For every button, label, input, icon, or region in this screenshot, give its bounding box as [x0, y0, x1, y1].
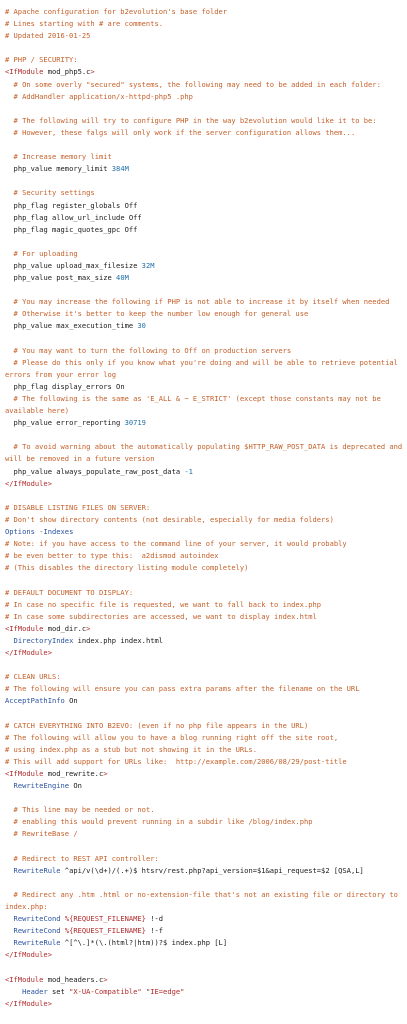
- code-line: [5, 853, 405, 865]
- code-line: [5, 840, 405, 852]
- code-line: [5, 333, 405, 345]
- code-tag: </IfModule>: [5, 647, 52, 657]
- code-line: [5, 877, 405, 889]
- code-indent: [5, 346, 14, 355]
- code-line: [5, 308, 405, 320]
- code-line: [5, 417, 405, 429]
- code-line: [5, 490, 405, 502]
- code-line: [5, 768, 405, 780]
- code-comment: # Increase memory limit: [13, 152, 112, 162]
- code-text: php_value upload_max_filesize: [13, 260, 142, 270]
- code-comment: # The following is the same as 'E_ALL & ~ E_STRICT' (except those constants may not be available here): [5, 394, 386, 416]
- code-comment: # However, these falgs will only work if the server configuration allows them...: [13, 127, 356, 137]
- code-line: [5, 611, 405, 623]
- code-indent: [5, 321, 14, 330]
- code-comment: # (This disables the directory listing module completely): [5, 563, 249, 573]
- code-indent: [5, 938, 14, 947]
- code-tag: </IfModule>: [5, 478, 52, 488]
- code-line: [5, 66, 405, 78]
- code-text: mod_php5.c: [43, 67, 91, 77]
- code-indent: [5, 261, 14, 270]
- code-comment: # Don't show directory contents (not desirable, especially for media folders): [5, 514, 334, 524]
- code-line: [5, 792, 405, 804]
- code-line: [5, 236, 405, 248]
- code-line: [5, 974, 405, 986]
- code-text: php_flag allow_url_include Off: [13, 212, 142, 222]
- code-line: [5, 756, 405, 768]
- code-line: [5, 695, 405, 707]
- code-indent: [5, 829, 14, 838]
- code-indent: [5, 128, 14, 137]
- code-line: [5, 381, 405, 393]
- code-line: [5, 357, 405, 381]
- code-text: ^[^\.]*(\.(html?|htm))?$ index.php [L]: [60, 938, 228, 948]
- code-indent: [5, 636, 14, 645]
- code-line: [5, 949, 405, 961]
- code-comment: # Please do this only if you know what you're doing and will be able to retrieve potential errors from your error log: [5, 357, 403, 379]
- code-comment: # Note: if you have access to the command line of your server, it would probably: [5, 539, 347, 549]
- code-indent: [5, 92, 14, 101]
- code-line: [5, 599, 405, 611]
- code-indent: [5, 866, 14, 875]
- code-comment: # DISABLE LISTING FILES ON SERVER:: [5, 502, 151, 512]
- code-line: [5, 925, 405, 937]
- code-directive: AcceptPathInfo: [5, 696, 65, 706]
- code-line: [5, 707, 405, 719]
- code-line: [5, 828, 405, 840]
- code-indent: [5, 805, 14, 814]
- code-directive: RewriteEngine: [13, 781, 70, 790]
- code-directive: RewriteCond: [13, 914, 61, 924]
- code-line: [5, 538, 405, 550]
- code-line: [5, 296, 405, 308]
- code-line: [5, 54, 405, 66]
- code-line: [5, 889, 405, 913]
- code-comment: # This line may be needed or not.: [13, 805, 155, 815]
- code-line: [5, 441, 405, 465]
- code-line: [5, 393, 405, 417]
- code-value: "X-UA-Compatible": [69, 986, 142, 996]
- code-line: [5, 720, 405, 732]
- code-line: [5, 587, 405, 599]
- code-text: mod_rewrite.c: [43, 768, 104, 778]
- code-tag: >: [86, 623, 91, 633]
- code-line: [5, 744, 405, 756]
- code-comment: # AddHandler application/x-httpd-php5 .php: [13, 91, 193, 101]
- code-text: index.php index.html: [73, 635, 164, 645]
- code-tag: >: [103, 768, 108, 778]
- code-line: [5, 6, 405, 18]
- code-directive: RewriteRule: [13, 865, 61, 875]
- code-line: [5, 18, 405, 30]
- code-line: [5, 429, 405, 441]
- code-indent: [5, 225, 14, 234]
- code-comment: # In case no specific file is requested, we want to fall back to index.php: [5, 599, 322, 609]
- code-indent: [5, 467, 14, 476]
- code-comment: # be even better to type this: a2dismod autoindex: [5, 551, 219, 561]
- code-tag: </IfModule>: [5, 950, 52, 960]
- code-indent: [5, 854, 14, 863]
- code-directive: RewriteCond: [13, 926, 61, 936]
- code-line: [5, 79, 405, 91]
- code-comment: # You may want to turn the following to Off on production servers: [13, 345, 292, 355]
- code-line: [5, 91, 405, 103]
- code-indent: [5, 188, 14, 197]
- code-number: 30: [137, 321, 146, 331]
- code-comment: # Redirect to REST API controller:: [13, 853, 159, 863]
- code-indent: [5, 987, 22, 996]
- code-tag: >: [90, 67, 95, 77]
- code-indent: [5, 201, 14, 210]
- code-directive: Header: [22, 986, 48, 996]
- code-comment: # Security settings: [13, 188, 95, 198]
- code-line: [5, 272, 405, 284]
- code-text: php_value memory_limit: [13, 164, 112, 174]
- code-directive: RewriteRule: [13, 938, 61, 948]
- code-comment: # Redirect any .htm .html or no-extension-file that's not an existing file or directory to index.php:: [5, 889, 403, 911]
- code-comment: # You may increase the following if PHP is not able to increase it by itself when needed: [13, 297, 390, 307]
- code-text: php_value always_populate_raw_post_data: [13, 466, 185, 476]
- code-text: php_flag register_globals Off: [13, 200, 138, 210]
- code-directive: DirectoryIndex: [13, 635, 74, 645]
- code-line: [5, 466, 405, 478]
- code-comment: # Apache configuration for b2evolution's base folder: [5, 7, 228, 16]
- code-tag: <IfModule: [5, 974, 44, 984]
- code-comment: # using index.php as a stub but not showing it in the URLs.: [5, 744, 257, 754]
- code-line: [5, 30, 405, 42]
- code-comment: # This will add support for URLs like: http://example.com/2006/08/29/post-title: [5, 756, 347, 766]
- code-comment: # PHP / SECURITY:: [5, 55, 78, 65]
- code-text: !-f: [145, 926, 164, 936]
- code-indent: [5, 249, 14, 258]
- code-directive: Options: [5, 527, 35, 537]
- code-text: On: [64, 696, 78, 706]
- code-line: [5, 623, 405, 635]
- code-line: [5, 998, 405, 1010]
- code-comment: # On some overly "secured" systems, the following may need to be added in each folder:: [13, 79, 381, 89]
- code-value: %{REQUEST_FILENAME}: [64, 926, 146, 936]
- code-tag: <IfModule: [5, 768, 44, 778]
- code-line: [5, 635, 405, 647]
- code-indent: [5, 358, 14, 367]
- code-text: ^api/v(\d+)/(.+)$ htsrv/rest.php?api_version=$1&api_request=$2 [QSA,L]: [60, 865, 364, 875]
- code-line: [5, 42, 405, 54]
- code-indent: [5, 297, 14, 306]
- code-line: [5, 514, 405, 526]
- code-text: php_value post_max_size: [13, 273, 117, 283]
- code-line: [5, 212, 405, 224]
- code-number: 30719: [124, 418, 146, 428]
- code-line: [5, 115, 405, 127]
- code-line: [5, 502, 405, 514]
- code-line: [5, 574, 405, 586]
- code-line: [5, 804, 405, 816]
- code-line: [5, 224, 405, 236]
- code-line: [5, 139, 405, 151]
- code-comment: # RewriteBase /: [13, 829, 78, 839]
- code-comment: # enabling this would prevent running in a subdir like /blog/index.php: [13, 817, 313, 827]
- code-tag: >: [103, 974, 108, 984]
- code-line: [5, 248, 405, 260]
- code-text: php_value max_execution_time: [13, 321, 138, 331]
- code-text: !-d: [145, 914, 164, 924]
- code-comment: # The following will try to configure PHP in the way b2evolution would like it to be:: [13, 115, 377, 125]
- code-text: set: [47, 986, 70, 996]
- code-comment: # In case some subdirectories are accessed, we want to display index.html: [5, 611, 317, 621]
- code-comment: # For uploading: [13, 248, 78, 258]
- code-number: 32M: [141, 260, 155, 270]
- code-indent: [5, 914, 14, 923]
- code-line: [5, 816, 405, 828]
- code-line: [5, 526, 405, 538]
- code-number: 384M: [111, 164, 129, 174]
- code-line: [5, 780, 405, 792]
- code-line: [5, 260, 405, 272]
- code-comment: # The following will ensure you can pass extra params after the filename on the URL: [5, 684, 360, 694]
- code-indent: [5, 817, 14, 826]
- code-indent: [5, 273, 14, 282]
- code-indent: [5, 164, 14, 173]
- code-line: [5, 320, 405, 332]
- code-comment: # The following will allow you to have a blog running right off the site root,: [5, 732, 339, 742]
- code-tag: </IfModule>: [5, 998, 52, 1008]
- code-indent: [5, 213, 14, 222]
- code-directive: -Indexes: [39, 527, 74, 537]
- code-line: [5, 683, 405, 695]
- code-comment: # To avoid warning about the automatically populating $HTTP_RAW_POST_DATA is deprecated and will be removed in a future version: [5, 442, 407, 464]
- code-comment: # CATCH EVERYTHING INTO B2EVO: (even if no php file appears in the URL): [5, 720, 309, 730]
- code-line: [5, 200, 405, 212]
- code-indent: [5, 152, 14, 161]
- code-line: [5, 478, 405, 490]
- code-indent: [5, 394, 14, 403]
- code-text: mod_dir.c: [43, 623, 87, 633]
- code-number: 40M: [116, 273, 129, 283]
- code-indent: [5, 116, 14, 125]
- code-indent: [5, 442, 14, 451]
- code-line: [5, 345, 405, 357]
- code-value: "IE=edge": [145, 986, 185, 996]
- code-line: [5, 284, 405, 296]
- code-indent: [5, 309, 14, 318]
- code-text: mod_headers.c: [43, 974, 104, 984]
- code-tag: <IfModule: [5, 623, 44, 633]
- code-line: [5, 151, 405, 163]
- code-line: [5, 127, 405, 139]
- code-comment: # Lines starting with # are comments.: [5, 19, 164, 29]
- code-line: [5, 865, 405, 877]
- code-line: [5, 562, 405, 574]
- code-comment: # CLEAN URLS:: [5, 672, 61, 682]
- code-line: [5, 732, 405, 744]
- code-value: %{REQUEST_FILENAME}: [64, 914, 146, 924]
- code-line: [5, 550, 405, 562]
- code-comment: # Otherwise it's better to keep the number low enough for general use: [13, 309, 309, 319]
- code-indent: [5, 418, 14, 427]
- code-line: [5, 103, 405, 115]
- code-indent: [5, 382, 14, 391]
- code-indent: [5, 781, 14, 790]
- code-tag: <IfModule: [5, 67, 44, 77]
- code-line: [5, 986, 405, 998]
- code-line: [5, 647, 405, 659]
- code-line: [5, 937, 405, 949]
- code-text: php_value error_reporting: [13, 418, 125, 428]
- code-line: [5, 913, 405, 925]
- code-line: [5, 659, 405, 671]
- code-indent: [5, 80, 14, 89]
- code-indent: [5, 926, 14, 935]
- code-line: [5, 961, 405, 973]
- code-text: php_flag magic_quotes_gpc Off: [13, 224, 138, 234]
- code-indent: [5, 890, 14, 899]
- code-text: php_flag display_errors On: [13, 381, 125, 391]
- code-text: On: [69, 781, 82, 790]
- code-line: [5, 175, 405, 187]
- code-line: [5, 187, 405, 199]
- code-line: [5, 163, 405, 175]
- code-number: -1: [184, 466, 193, 476]
- code-comment: # DEFAULT DOCUMENT TO DISPLAY:: [5, 587, 134, 597]
- code-comment: # Updated 2016-01-25: [5, 31, 91, 41]
- code-line: [5, 671, 405, 683]
